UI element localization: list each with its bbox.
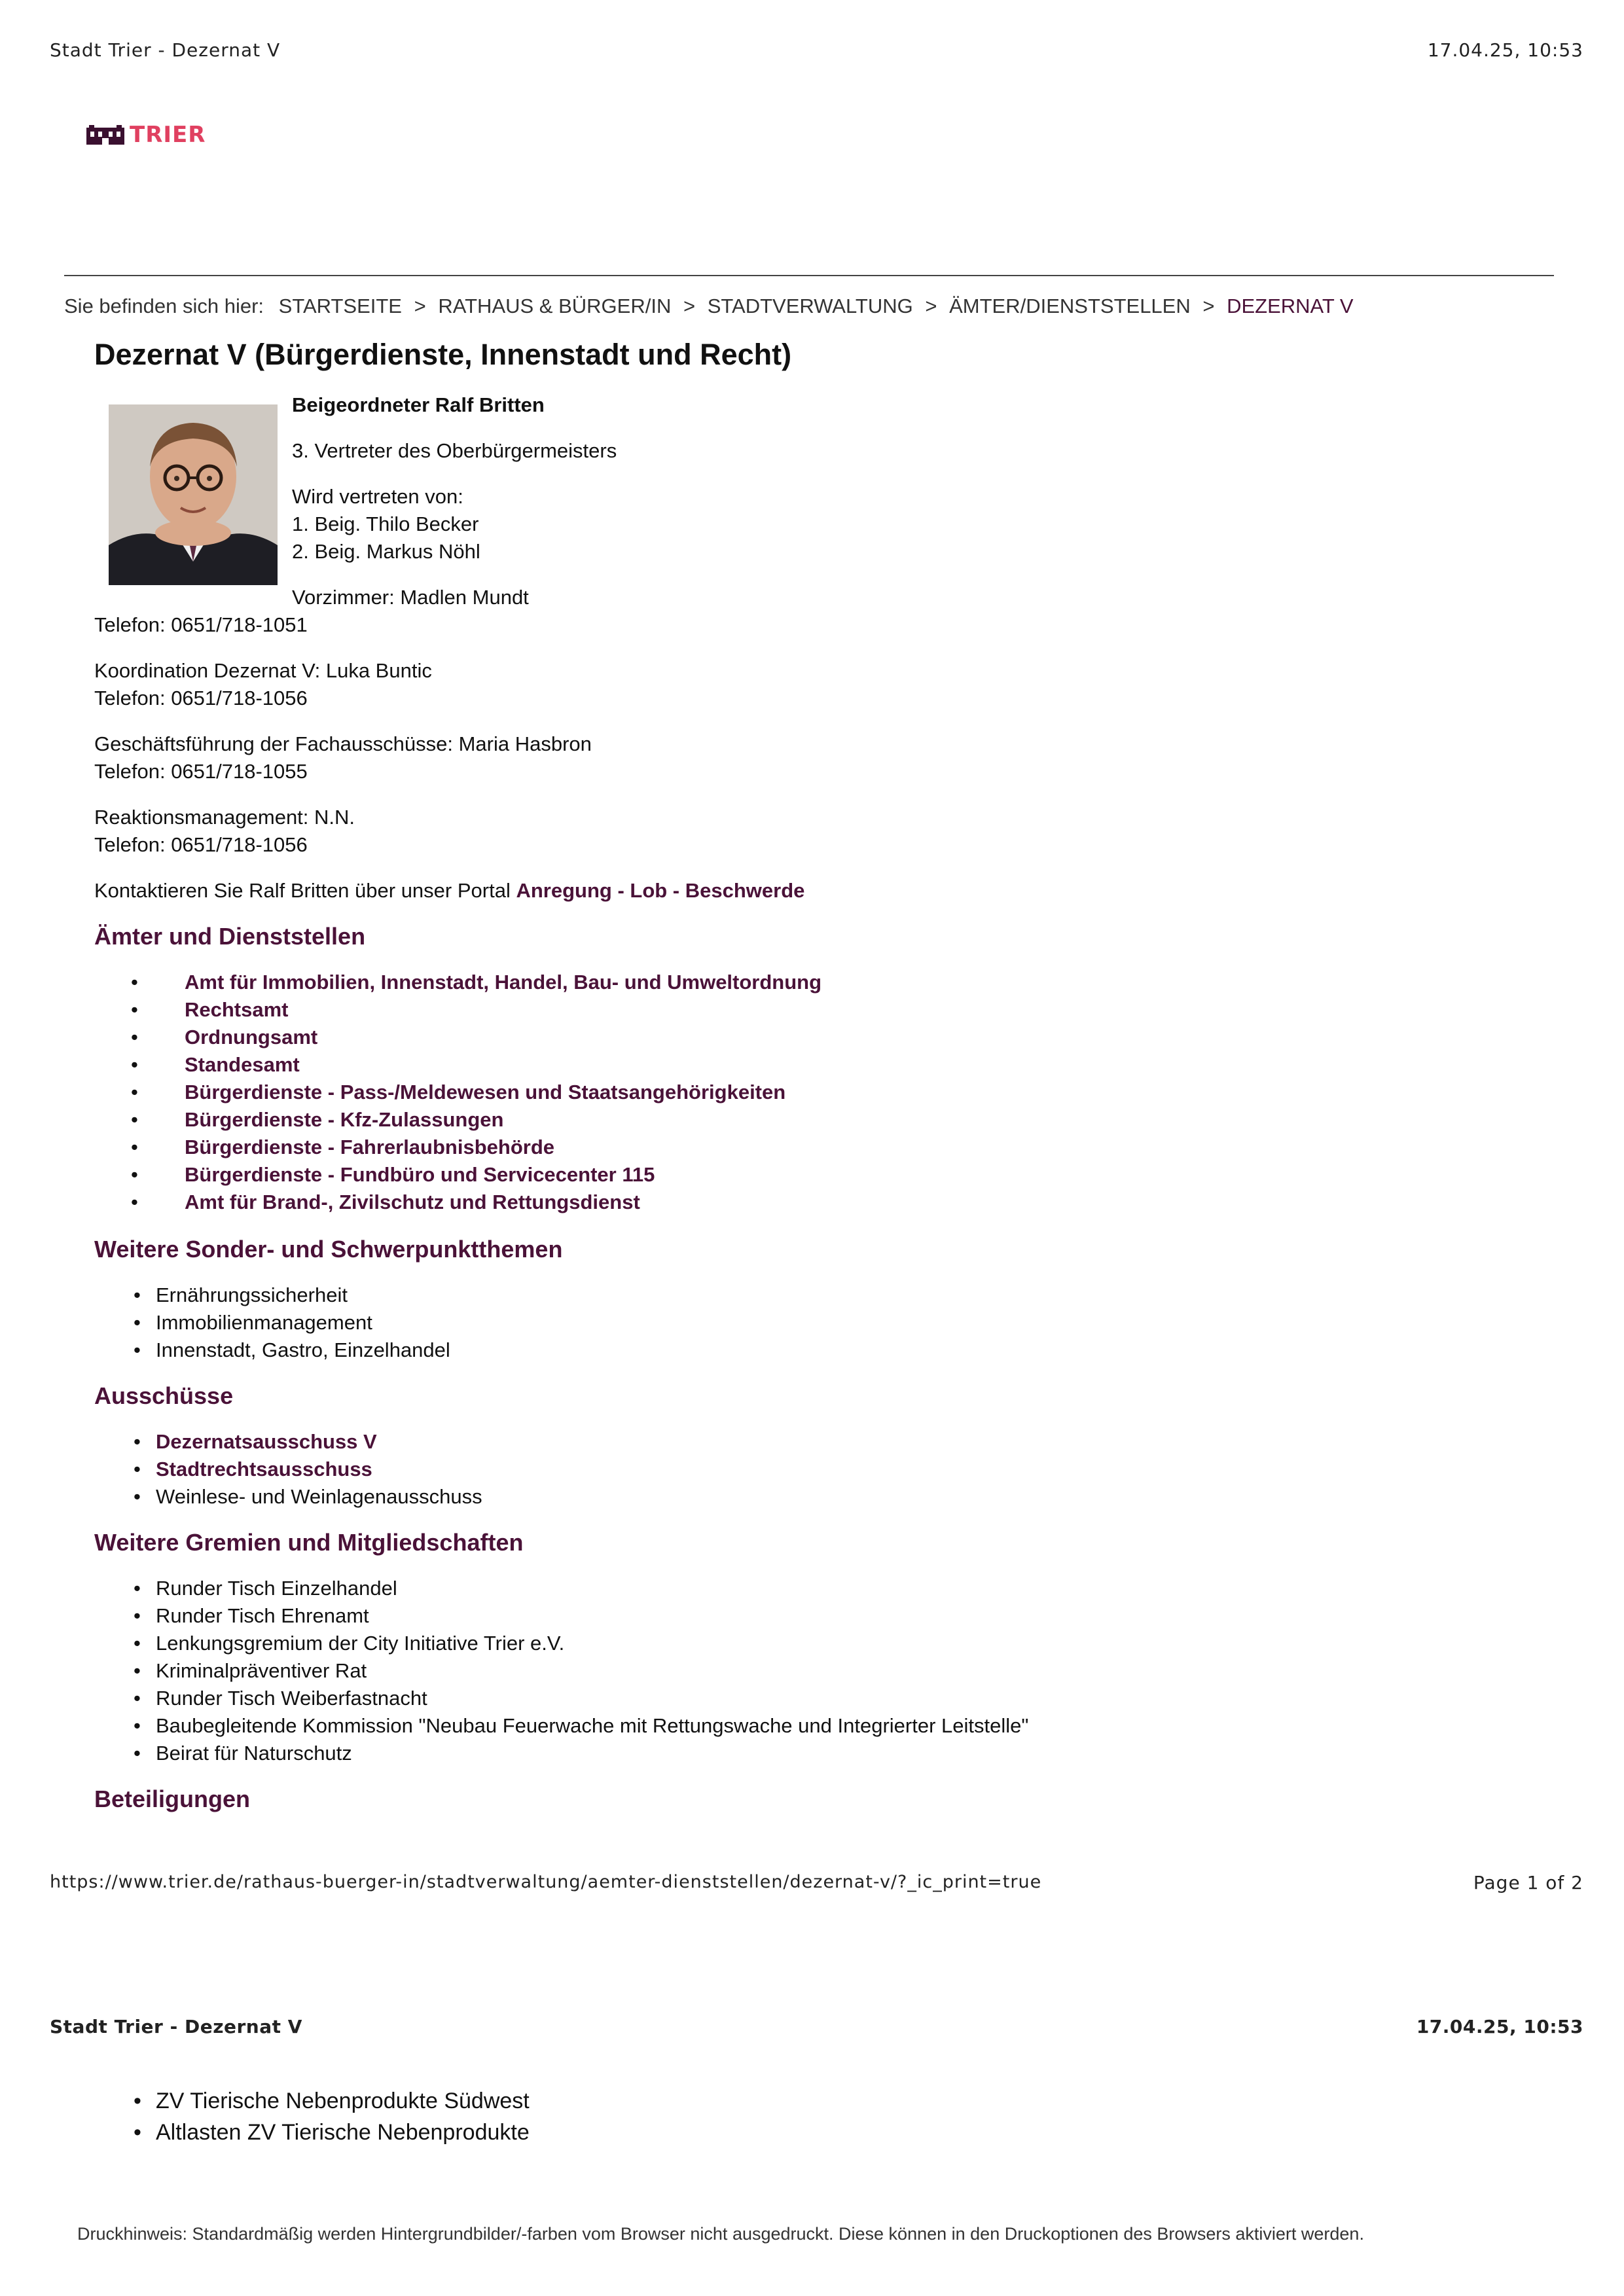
topics-list [156,1282,450,1364]
header-divider [64,275,1554,276]
profile-role: 3. Vertreter des Oberbürgermeisters [292,439,617,462]
list-item: • Lenkungsgremium der City Initiative Trier e.V. [156,1630,1028,1657]
offices-list [185,969,821,1216]
office-link[interactable]: Bürgerdienste - Kfz-Zulassungen [185,1108,504,1131]
list-item: • Runder Tisch Weiberfastnacht [156,1685,1028,1712]
section-heading-committees: Ausschüsse [94,1382,234,1409]
office-contact: Vorzimmer: Madlen Mundt [292,586,529,609]
section-heading-bodies: Weitere Gremien und Mitgliedschaften [94,1529,524,1556]
profile-name: Beigeordneter Ralf Britten [292,393,545,416]
list-item: • Innenstadt, Gastro, Einzelhandel [156,1336,450,1364]
reaction-management-contact: Reaktionsmanagement: N.N. [94,806,355,829]
list-item[interactable] [185,1161,821,1189]
list-item: • ZV Tierische Nebenprodukte Südwest [156,2085,530,2117]
list-item[interactable] [185,1079,821,1106]
print-header-datetime: 17.04.25, 10:53 [1427,39,1583,61]
list-item[interactable] [156,1456,482,1483]
print-header-title: Stadt Trier - Dezernat V [50,39,281,61]
list-item[interactable] [156,1428,482,1456]
page-title: Dezernat V (Bürgerdienste, Innenstadt und Recht) [94,338,792,371]
list-item: • Baubegleitende Kommission "Neubau Feuerwache mit Rettungswache und Integrierter Leitstelle" [156,1712,1028,1740]
breadcrumb-prefix: Sie befinden sich hier: [64,295,264,317]
breadcrumb-item-current[interactable]: DEZERNAT V [1227,295,1354,317]
committees-list [156,1428,482,1511]
print-footer-url: https://www.trier.de/rathaus-buerger-in/stadtverwaltung/aemter-dienststellen/dezernat-v/?_ic_print=true [50,1872,1042,1892]
print-footer-page-number: Page 1 of 2 [1473,1872,1583,1893]
breadcrumb-item-rathaus[interactable]: RATHAUS & BÜRGER/IN [438,295,672,317]
list-item[interactable] [185,1134,821,1161]
list-item: • Runder Tisch Ehrenamt [156,1602,1028,1630]
list-item[interactable] [185,1051,821,1079]
list-item: • Weinlese- und Weinlagenausschuss [156,1483,482,1511]
list-item[interactable] [185,1106,821,1134]
office-link[interactable]: Amt für Immobilien, Innenstadt, Handel, Bau- und Umweltordnung [185,971,822,994]
list-item[interactable] [185,1024,821,1051]
list-item[interactable] [185,996,821,1024]
breadcrumb-separator: > [683,295,696,317]
office-link[interactable]: Bürgerdienste - Pass-/Meldewesen und Staatsangehörigkeiten [185,1081,786,1103]
section-heading-topics: Weitere Sonder- und Schwerpunktthemen [94,1236,563,1263]
representative-2: 2. Beig. Markus Nöhl [292,540,480,563]
office-link[interactable]: Bürgerdienste - Fahrerlaubnisbehörde [185,1136,554,1158]
list-item: • Runder Tisch Einzelhandel [156,1575,1028,1602]
committee-management-contact: Geschäftsführung der Fachausschüsse: Maria Hasbron [94,732,592,755]
office-link[interactable]: Ordnungsamt [185,1026,318,1049]
list-item: • Beirat für Naturschutz [156,1740,1028,1767]
reaction-management-phone: Telefon: 0651/718-1056 [94,833,308,856]
list-item: • Altlasten ZV Tierische Nebenprodukte [156,2117,530,2148]
holdings-list [156,2085,530,2148]
office-phone: Telefon: 0651/718-1051 [94,613,308,636]
page2-header-title: Stadt Trier - Dezernat V [50,2016,302,2037]
print-note: Druckhinweis: Standardmäßig werden Hintergrundbilder/-farben vom Browser nicht ausgedruckt. Diese können in den Druckoptionen des Browsers aktiviert werden. [77,2224,1364,2244]
list-item: • Ernährungssicherheit [156,1282,450,1309]
section-heading-holdings: Beteiligungen [94,1785,251,1812]
list-item: • Kriminalpräventiver Rat [156,1657,1028,1685]
portal-text: Kontaktieren Sie Ralf Britten über unser Portal [94,879,511,902]
breadcrumb-item-stadtverwaltung[interactable]: STADTVERWALTUNG [707,295,913,317]
coordination-contact: Koordination Dezernat V: Luka Buntic [94,659,432,682]
site-logo[interactable] [86,120,217,149]
committee-management-phone: Telefon: 0651/718-1055 [94,760,308,783]
office-link[interactable]: Bürgerdienste - Fundbüro und Servicecenter 115 [185,1163,655,1186]
logo-wordmark: TRIER [130,122,206,148]
office-link[interactable]: Amt für Brand-, Zivilschutz und Rettungsdienst [185,1191,640,1213]
breadcrumb-item-aemter[interactable]: ÄMTER/DIENSTSTELLEN [949,295,1191,317]
list-item: • Immobilienmanagement [156,1309,450,1336]
portal-contact [94,877,804,905]
committee-link[interactable]: Dezernatsausschuss V [156,1430,377,1453]
breadcrumb-separator: > [1202,295,1215,317]
portrait-photo [109,404,278,585]
trier-porta-nigra-icon [86,125,124,145]
breadcrumb-item-startseite[interactable]: STARTSEITE [278,295,402,317]
office-link[interactable]: Rechtsamt [185,998,289,1021]
coordination-phone: Telefon: 0651/718-1056 [94,687,308,709]
breadcrumb [64,295,1354,318]
committee-link[interactable]: Stadtrechtsausschuss [156,1458,372,1480]
breadcrumb-separator: > [925,295,937,317]
representative-1: 1. Beig. Thilo Becker [292,512,479,535]
list-item[interactable] [185,969,821,996]
portal-link[interactable]: Anregung - Lob - Beschwerde [516,879,805,902]
section-heading-offices: Ämter und Dienststellen [94,923,366,950]
represented-by-label: Wird vertreten von: [292,485,463,508]
office-link[interactable]: Standesamt [185,1053,300,1076]
breadcrumb-separator: > [414,295,426,317]
list-item[interactable] [185,1189,821,1216]
bodies-list [156,1575,1028,1767]
page2-header-datetime: 17.04.25, 10:53 [1416,2016,1583,2037]
